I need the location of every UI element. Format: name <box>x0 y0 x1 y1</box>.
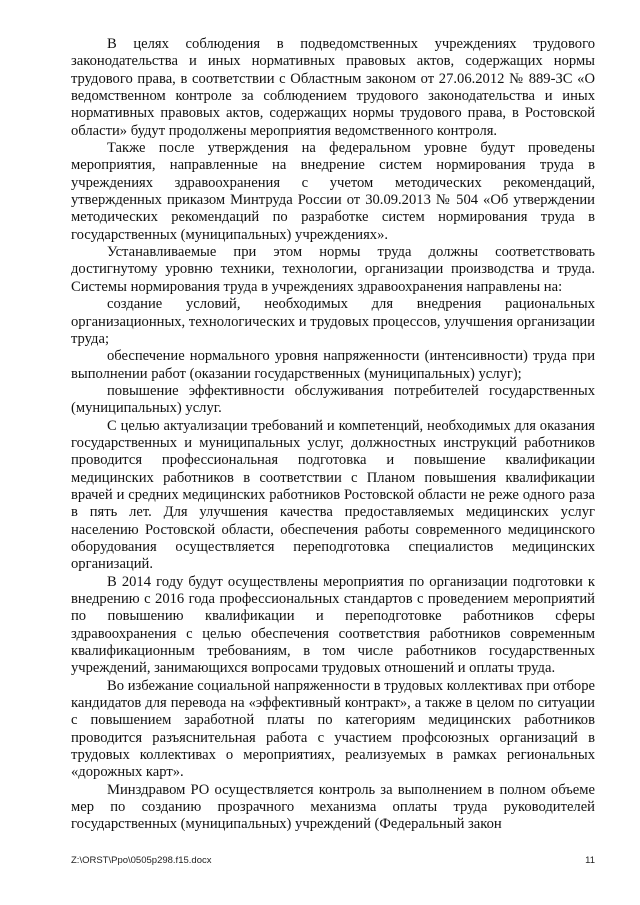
paragraph-7: С целью актуализации требований и компетенций, необходимых для оказания государственных и муниципальных услуг, должностных инструкций работников проводится профессиональная подготовка и повышение квалификации медицинских работников в соответствии с Планом повышения квалификации врачей и средних медицинских работников Ростовской области не реже одного раза в пять лет. Для улучшения качества предоставляемых медицинских услуг населению Ростовской области, обеспечения работы современного медицинского оборудования осуществляется переподготовка специалистов медицинских организаций. <box>71 417 595 573</box>
paragraph-9: Во избежание социальной напряженности в трудовых коллективах при отборе кандидатов для перевода на «эффективный контракт», а также в целом по ситуации с повышением заработной платы по категориям медицинских работников проводится разъяснительная работа с участием профсоюзных организаций в трудовых коллективах о мероприятиях, реализуемых в рамках региональных «дорожных карт». <box>71 677 595 781</box>
footer-file-path: Z:\ORST\Ppo\0505p298.f15.docx <box>71 855 212 866</box>
paragraph-10: Минздравом РО осуществляется контроль за выполнением в полном объеме мер по созданию прозрачного механизма оплаты труда руководителей государственных (муниципальных) учреждений (Федеральный закон <box>71 781 595 833</box>
paragraph-6: повышение эффективности обслуживания потребителей государственных (муниципальных) услуг. <box>71 382 595 417</box>
paragraph-2: Также после утверждения на федеральном уровне будут проведены мероприятия, направленные на внедрение систем нормирования труда в учреждениях здравоохранения с учетом методических рекомендаций, утвержденных приказом Минтруда России от 30.09.2013 № 504 «Об утверждении методических рекомендаций по разработке систем нормирования труда в государственных (муниципальных) учреждениях». <box>71 140 595 243</box>
paragraph-1: В целях соблюдения в подведомственных учреждениях трудового законодательства и иных нормативных правовых актов, содержащих нормы трудового права, в соответствии с Областным законом от 27.06.2012 № 889-ЗС «О ведомственном контроле за соблюдением трудового законодательства и иных нормативных правовых актов, содержащих нормы трудового права, в Ростовской области» будут продолжены мероприятия ведомственного контроля. <box>71 36 595 139</box>
footer-page-number: 11 <box>585 855 595 866</box>
paragraph-8: В 2014 году будут осуществлены мероприятия по организации подготовки к внедрению с 2016 года профессиональных стандартов с проведением мероприятий по повышению квалификации и переподготовке работников сферы здравоохранения с целью обеспечения соответствия работников современным квалификационным требованиям, в том числе работников государственных учреждений, занимающихся вопросами трудовых отношений и оплаты труда. <box>71 573 595 677</box>
document-body <box>71 36 595 834</box>
paragraph-3: Устанавливаемые при этом нормы труда должны соответствовать достигнутому уровню техники, технологии, организации производства и труда. Системы нормирования труда в учреждениях здравоохранения направлены на: <box>71 244 595 295</box>
paragraph-5: обеспечение нормального уровня напряженности (интенсивности) труда при выполнении работ (оказании государственных (муниципальных) услуг); <box>71 348 595 382</box>
paragraph-4: создание условий, необходимых для внедрения рациональных организационных, технологических и трудовых процессов, улучшения организации труда; <box>71 296 595 347</box>
